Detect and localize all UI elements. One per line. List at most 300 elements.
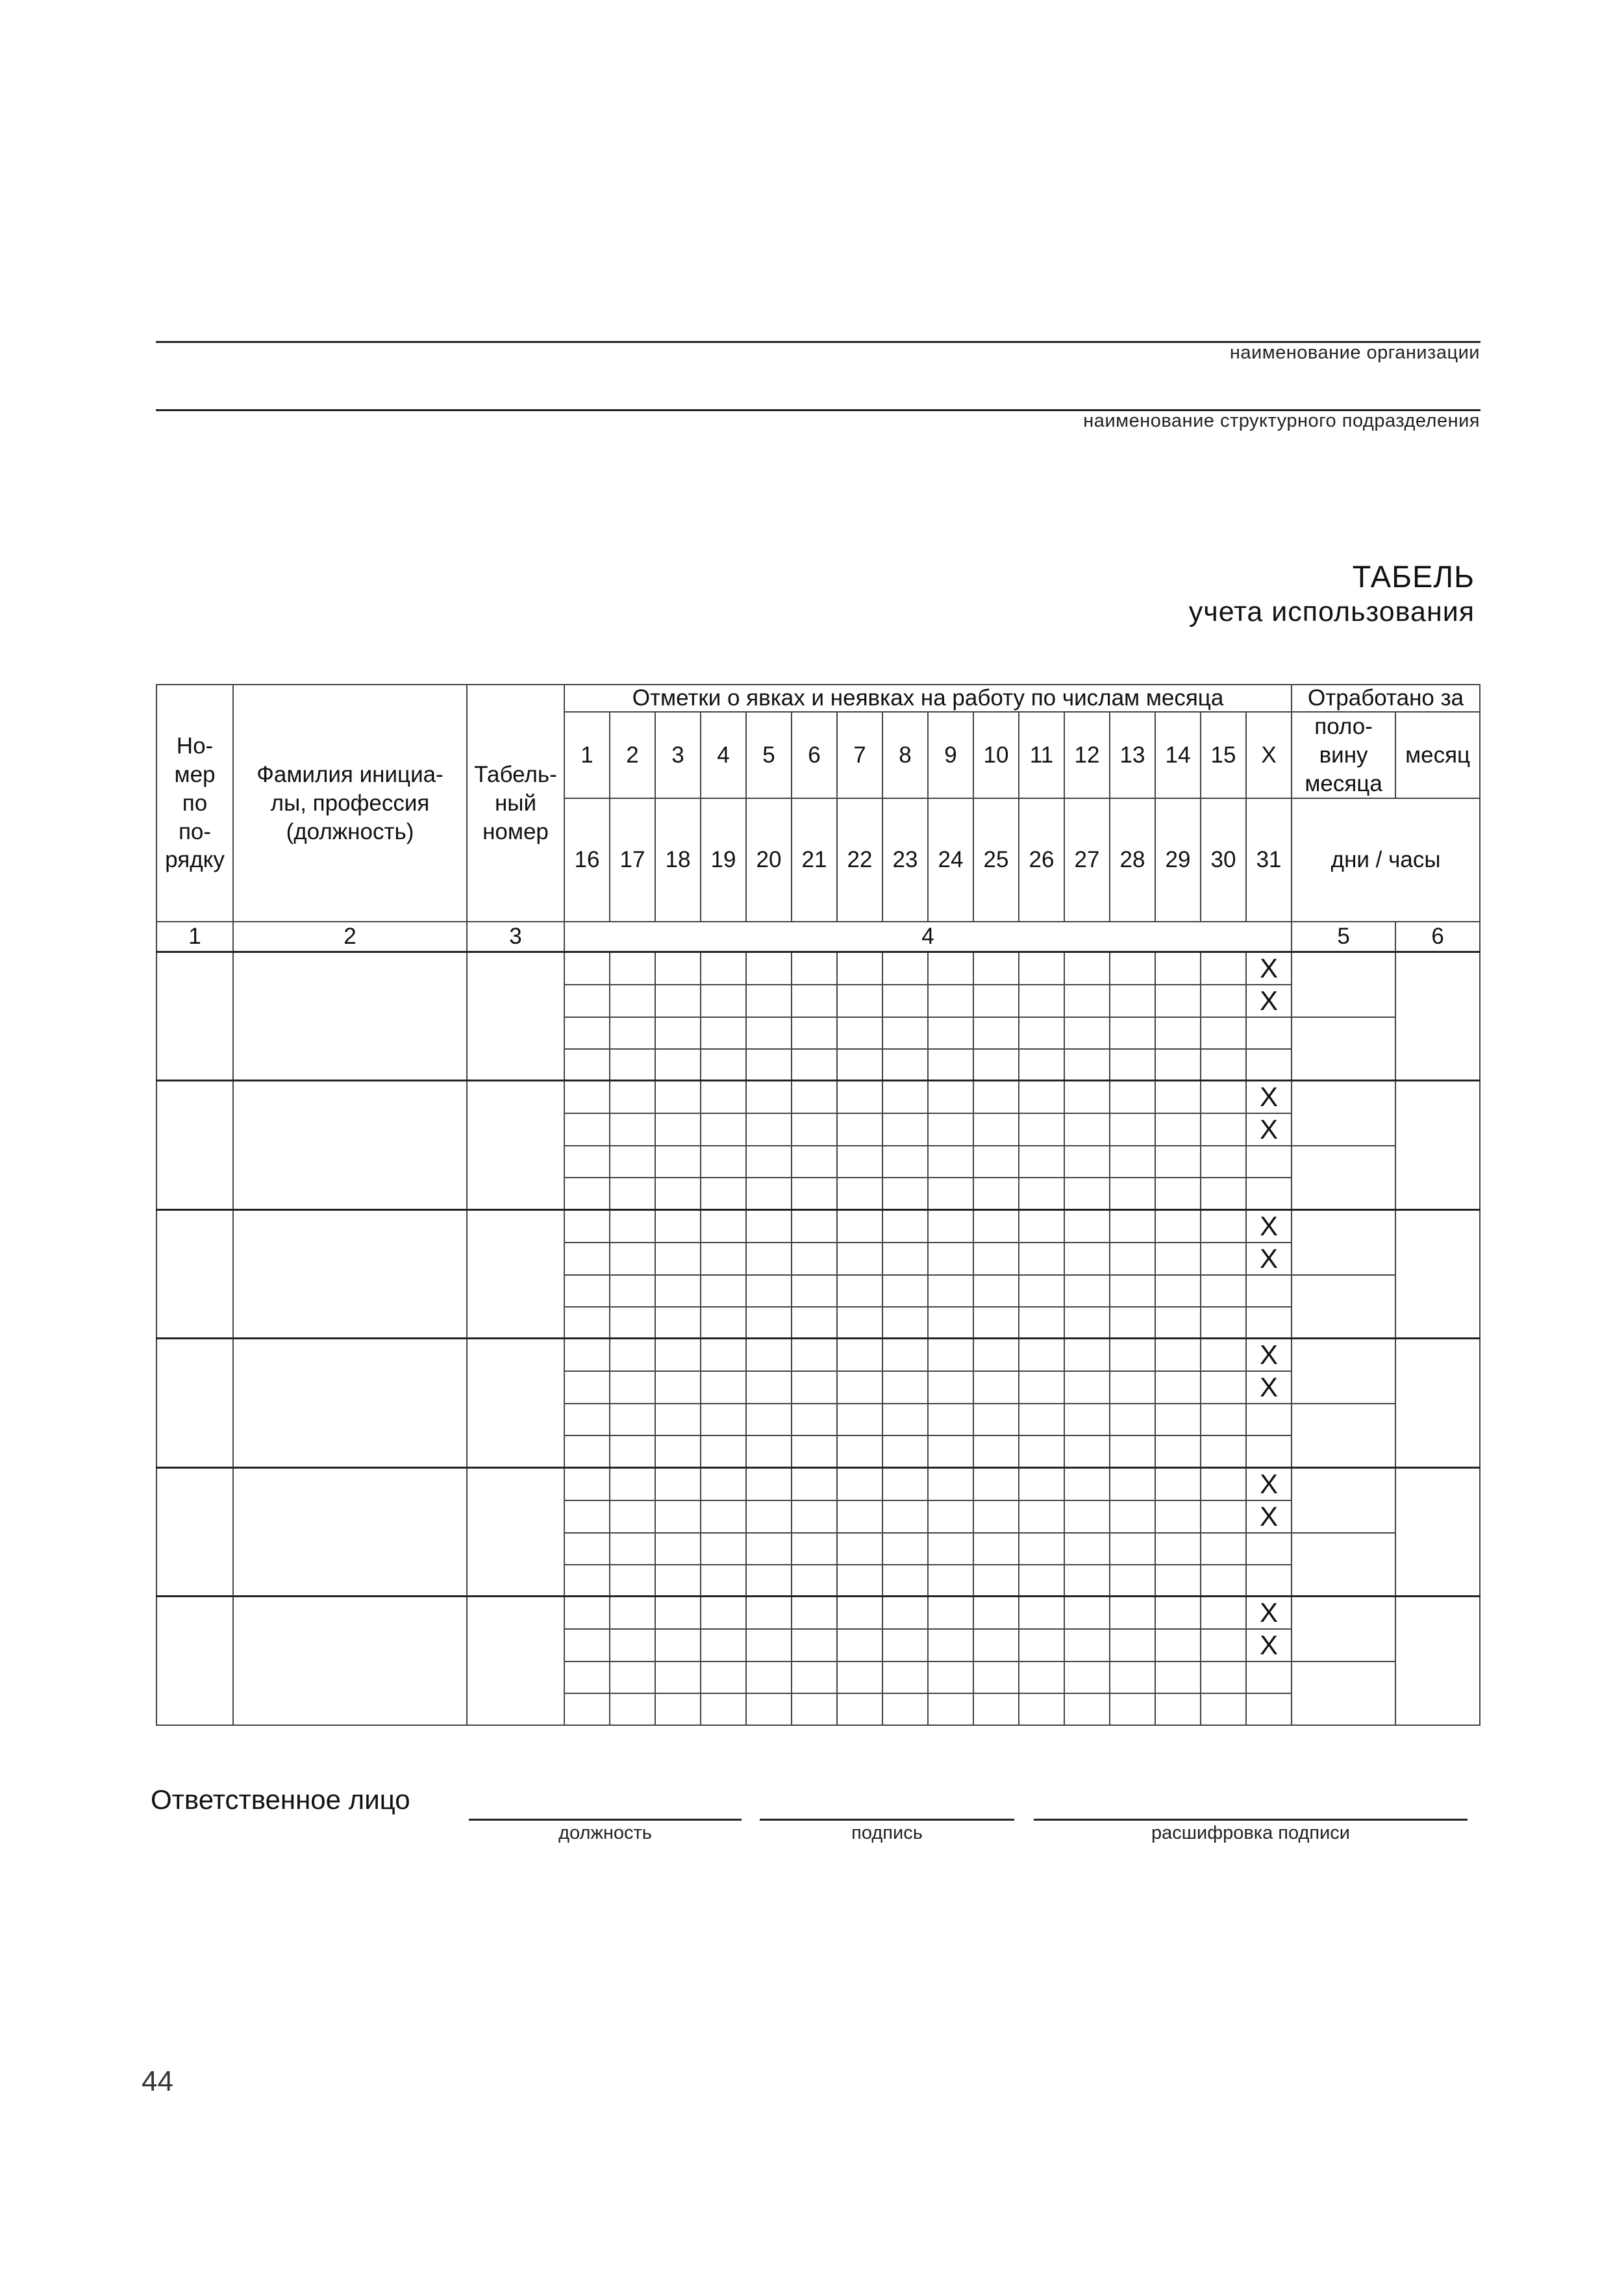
day-mark-cell[interactable]	[792, 985, 837, 1017]
day-mark-cell[interactable]	[1155, 1435, 1201, 1467]
day-mark-cell[interactable]	[1110, 1371, 1155, 1404]
day-mark-cell[interactable]	[701, 1629, 746, 1662]
day-mark-cell[interactable]	[701, 1565, 746, 1597]
day-mark-cell[interactable]	[882, 1597, 928, 1630]
half-month-total-cell[interactable]	[1292, 1404, 1395, 1467]
day-mark-cell[interactable]	[746, 952, 792, 985]
day-mark-cell[interactable]	[792, 1565, 837, 1597]
day-mark-cell[interactable]	[1019, 1565, 1064, 1597]
day-mark-cell[interactable]	[610, 1565, 655, 1597]
day-mark-cell[interactable]	[1201, 1146, 1246, 1178]
day-mark-cell[interactable]	[701, 1146, 746, 1178]
day-mark-cell[interactable]	[655, 1081, 701, 1114]
day-mark-cell[interactable]	[882, 1209, 928, 1243]
signature-line[interactable]	[760, 1819, 1014, 1821]
day-mark-cell[interactable]	[837, 1629, 882, 1662]
day-mark-cell[interactable]	[837, 1339, 882, 1372]
day-mark-cell[interactable]	[655, 1435, 701, 1467]
day-mark-cell[interactable]	[1110, 1275, 1155, 1307]
day-mark-cell[interactable]	[973, 1597, 1019, 1630]
day-mark-cell[interactable]	[882, 1081, 928, 1114]
day-mark-cell[interactable]	[746, 1017, 792, 1049]
day-mark-cell[interactable]	[701, 1113, 746, 1146]
tab-number-cell[interactable]	[467, 1209, 564, 1339]
day-mark-cell[interactable]	[564, 1467, 610, 1500]
half-month-total-cell[interactable]	[1292, 1467, 1395, 1533]
day-mark-cell[interactable]	[610, 1146, 655, 1178]
day-mark-cell[interactable]	[792, 1307, 837, 1339]
day-mark-cell[interactable]	[701, 1467, 746, 1500]
employee-name-cell[interactable]	[233, 1339, 467, 1468]
day-mark-cell[interactable]	[1064, 1209, 1110, 1243]
tab-number-cell[interactable]	[467, 952, 564, 1081]
day-mark-cell[interactable]	[837, 1435, 882, 1467]
day-mark-cell[interactable]	[973, 1371, 1019, 1404]
day-mark-cell[interactable]	[1110, 1081, 1155, 1114]
day-mark-cell[interactable]	[610, 1467, 655, 1500]
day-mark-cell[interactable]	[1019, 1081, 1064, 1114]
day-mark-cell[interactable]	[746, 1565, 792, 1597]
day-mark-cell[interactable]	[928, 1081, 973, 1114]
day-mark-cell[interactable]	[655, 1017, 701, 1049]
day-mark-cell[interactable]	[610, 1209, 655, 1243]
row-number-cell[interactable]	[156, 1467, 233, 1597]
day-mark-cell[interactable]	[564, 1533, 610, 1565]
day-mark-cell[interactable]	[837, 1307, 882, 1339]
day-mark-cell[interactable]	[1064, 1049, 1110, 1081]
day-mark-cell[interactable]	[610, 1662, 655, 1693]
month-total-cell[interactable]	[1395, 1339, 1480, 1468]
day-mark-cell[interactable]	[610, 1693, 655, 1725]
day-mark-cell[interactable]	[1064, 1081, 1110, 1114]
day-mark-cell[interactable]	[837, 985, 882, 1017]
day-mark-cell[interactable]	[1155, 952, 1201, 985]
day-mark-cell[interactable]	[1110, 1404, 1155, 1435]
day-mark-cell[interactable]	[1019, 1113, 1064, 1146]
day-mark-cell[interactable]	[564, 1435, 610, 1467]
day-mark-cell[interactable]	[655, 1209, 701, 1243]
employee-name-cell[interactable]	[233, 1467, 467, 1597]
half-month-total-cell[interactable]	[1292, 1146, 1395, 1209]
day-mark-cell[interactable]	[882, 1371, 928, 1404]
day-mark-cell[interactable]	[837, 1467, 882, 1500]
day-mark-cell[interactable]	[928, 1113, 973, 1146]
day-mark-cell[interactable]	[928, 1049, 973, 1081]
day-mark-cell[interactable]	[1155, 1404, 1201, 1435]
day-mark-cell[interactable]	[1201, 1467, 1246, 1500]
day-mark-cell[interactable]	[973, 1209, 1019, 1243]
day-mark-cell[interactable]	[882, 1339, 928, 1372]
day-mark-cell[interactable]	[1155, 1049, 1201, 1081]
day-mark-cell[interactable]	[655, 1597, 701, 1630]
day-mark-cell[interactable]	[655, 1662, 701, 1693]
day-mark-cell[interactable]	[1155, 1629, 1201, 1662]
day-mark-cell[interactable]	[655, 1533, 701, 1565]
day-mark-cell[interactable]	[1110, 952, 1155, 985]
day-mark-cell[interactable]	[792, 1371, 837, 1404]
day-mark-cell[interactable]	[1019, 1435, 1064, 1467]
day-mark-cell[interactable]	[746, 1629, 792, 1662]
day-mark-cell[interactable]	[928, 1209, 973, 1243]
row-number-cell[interactable]	[156, 1081, 233, 1210]
day-mark-cell[interactable]	[1064, 1275, 1110, 1307]
day-mark-cell[interactable]	[610, 1243, 655, 1275]
day-mark-cell[interactable]	[1110, 1113, 1155, 1146]
day-mark-cell[interactable]	[882, 1178, 928, 1209]
day-mark-cell[interactable]	[1019, 1693, 1064, 1725]
day-mark-cell[interactable]	[973, 1243, 1019, 1275]
day-mark-cell[interactable]	[1155, 1467, 1201, 1500]
day-mark-cell[interactable]	[792, 1533, 837, 1565]
day-mark-cell[interactable]	[928, 1435, 973, 1467]
day-mark-cell[interactable]	[1110, 1662, 1155, 1693]
day-mark-cell[interactable]	[837, 1565, 882, 1597]
day-mark-cell[interactable]	[746, 985, 792, 1017]
day-mark-cell[interactable]	[1155, 1243, 1201, 1275]
day-mark-cell[interactable]	[1064, 1597, 1110, 1630]
day-mark-cell[interactable]	[792, 1629, 837, 1662]
half-month-total-cell[interactable]	[1292, 1533, 1395, 1597]
row-number-cell[interactable]	[156, 1597, 233, 1726]
day-mark-cell[interactable]	[973, 1307, 1019, 1339]
tab-number-cell[interactable]	[467, 1597, 564, 1726]
day-mark-cell[interactable]	[564, 1404, 610, 1435]
day-mark-cell[interactable]	[792, 952, 837, 985]
day-mark-cell[interactable]	[1019, 985, 1064, 1017]
day-mark-cell[interactable]	[655, 1113, 701, 1146]
day-mark-cell[interactable]	[928, 1629, 973, 1662]
day-mark-cell[interactable]	[1155, 1017, 1201, 1049]
day-mark-cell[interactable]	[1201, 1435, 1246, 1467]
month-total-cell[interactable]	[1395, 1209, 1480, 1339]
day-mark-cell[interactable]	[746, 1597, 792, 1630]
day-mark-cell[interactable]	[792, 1209, 837, 1243]
day-mark-cell[interactable]	[837, 1017, 882, 1049]
day-mark-cell[interactable]	[701, 1662, 746, 1693]
day-mark-cell[interactable]	[746, 1404, 792, 1435]
day-mark-cell[interactable]	[1110, 1243, 1155, 1275]
day-mark-cell[interactable]	[1019, 1275, 1064, 1307]
day-mark-cell[interactable]	[1110, 1565, 1155, 1597]
day-mark-cell[interactable]	[1019, 1629, 1064, 1662]
day-mark-cell[interactable]	[837, 1693, 882, 1725]
day-mark-cell[interactable]	[746, 1500, 792, 1533]
day-mark-cell[interactable]	[1155, 1597, 1201, 1630]
day-mark-cell[interactable]	[1064, 1404, 1110, 1435]
day-mark-cell[interactable]	[655, 1693, 701, 1725]
day-mark-cell[interactable]	[564, 1307, 610, 1339]
day-mark-cell[interactable]	[564, 1178, 610, 1209]
day-mark-cell[interactable]	[1201, 1565, 1246, 1597]
day-mark-cell[interactable]	[882, 1500, 928, 1533]
day-mark-cell[interactable]	[1019, 1371, 1064, 1404]
day-mark-cell[interactable]	[1019, 1243, 1064, 1275]
day-mark-cell[interactable]	[1064, 985, 1110, 1017]
half-month-total-cell[interactable]	[1292, 1017, 1395, 1081]
day-mark-cell[interactable]	[564, 1275, 610, 1307]
day-mark-cell[interactable]	[1064, 1500, 1110, 1533]
half-month-total-cell[interactable]	[1292, 1275, 1395, 1339]
day-mark-cell[interactable]	[564, 985, 610, 1017]
day-mark-cell[interactable]	[1064, 1146, 1110, 1178]
day-mark-cell[interactable]	[792, 1049, 837, 1081]
day-mark-cell[interactable]	[701, 985, 746, 1017]
day-mark-cell[interactable]	[792, 1081, 837, 1114]
day-mark-cell[interactable]	[973, 1533, 1019, 1565]
day-mark-cell[interactable]	[882, 1565, 928, 1597]
day-mark-cell[interactable]	[610, 1081, 655, 1114]
day-mark-cell[interactable]	[973, 1565, 1019, 1597]
day-mark-cell[interactable]	[1110, 1178, 1155, 1209]
half-month-total-cell[interactable]	[1292, 1662, 1395, 1725]
day-mark-cell[interactable]	[1155, 1113, 1201, 1146]
day-mark-cell[interactable]	[1246, 1049, 1292, 1081]
day-mark-cell[interactable]	[655, 1146, 701, 1178]
day-mark-cell[interactable]	[610, 952, 655, 985]
day-mark-cell[interactable]	[837, 1146, 882, 1178]
day-mark-cell[interactable]	[928, 1371, 973, 1404]
day-mark-cell[interactable]	[701, 1081, 746, 1114]
day-mark-cell[interactable]	[1019, 1049, 1064, 1081]
day-mark-cell[interactable]	[792, 1017, 837, 1049]
day-mark-cell[interactable]	[837, 1243, 882, 1275]
day-mark-cell[interactable]	[1246, 1307, 1292, 1339]
row-number-cell[interactable]	[156, 1339, 233, 1468]
month-total-cell[interactable]	[1395, 1081, 1480, 1210]
day-mark-cell[interactable]	[792, 1339, 837, 1372]
day-mark-cell[interactable]	[610, 1404, 655, 1435]
day-mark-cell[interactable]	[882, 1467, 928, 1500]
day-mark-cell[interactable]	[1064, 1693, 1110, 1725]
half-month-total-cell[interactable]	[1292, 1209, 1395, 1275]
day-mark-cell[interactable]	[1019, 1662, 1064, 1693]
day-mark-cell[interactable]	[973, 1049, 1019, 1081]
employee-name-cell[interactable]	[233, 952, 467, 1081]
day-mark-cell[interactable]	[837, 1209, 882, 1243]
day-mark-cell[interactable]	[1064, 1662, 1110, 1693]
day-mark-cell[interactable]	[655, 1500, 701, 1533]
day-mark-cell[interactable]	[1201, 1500, 1246, 1533]
day-mark-cell[interactable]	[837, 1597, 882, 1630]
day-mark-cell[interactable]	[1064, 1307, 1110, 1339]
day-mark-cell[interactable]	[1019, 1500, 1064, 1533]
day-mark-cell[interactable]	[928, 1275, 973, 1307]
day-mark-cell[interactable]	[655, 1629, 701, 1662]
day-mark-cell[interactable]	[1246, 1533, 1292, 1565]
day-mark-cell[interactable]	[564, 1146, 610, 1178]
day-mark-cell[interactable]	[792, 1113, 837, 1146]
day-mark-cell[interactable]	[792, 1597, 837, 1630]
day-mark-cell[interactable]	[564, 1339, 610, 1372]
day-mark-cell[interactable]	[973, 1146, 1019, 1178]
day-mark-cell[interactable]	[973, 1017, 1019, 1049]
day-mark-cell[interactable]	[1064, 1243, 1110, 1275]
day-mark-cell[interactable]	[837, 1049, 882, 1081]
day-mark-cell[interactable]	[1201, 1662, 1246, 1693]
day-mark-cell[interactable]	[610, 1178, 655, 1209]
day-mark-cell[interactable]	[792, 1243, 837, 1275]
day-mark-cell[interactable]	[1246, 1435, 1292, 1467]
day-mark-cell[interactable]	[1110, 1597, 1155, 1630]
day-mark-cell[interactable]	[882, 1435, 928, 1467]
day-mark-cell[interactable]	[1019, 952, 1064, 985]
half-month-total-cell[interactable]	[1292, 1597, 1395, 1662]
day-mark-cell[interactable]	[1064, 1371, 1110, 1404]
day-mark-cell[interactable]	[973, 1404, 1019, 1435]
day-mark-cell[interactable]	[882, 1662, 928, 1693]
day-mark-cell[interactable]	[610, 1500, 655, 1533]
day-mark-cell[interactable]	[701, 1275, 746, 1307]
day-mark-cell[interactable]	[837, 1371, 882, 1404]
day-mark-cell[interactable]	[1019, 1533, 1064, 1565]
day-mark-cell[interactable]	[746, 1371, 792, 1404]
day-mark-cell[interactable]	[882, 985, 928, 1017]
day-mark-cell[interactable]	[1110, 1435, 1155, 1467]
day-mark-cell[interactable]	[701, 1243, 746, 1275]
day-mark-cell[interactable]	[564, 1371, 610, 1404]
day-mark-cell[interactable]	[1201, 1533, 1246, 1565]
day-mark-cell[interactable]	[564, 1017, 610, 1049]
day-mark-cell[interactable]	[837, 1081, 882, 1114]
day-mark-cell[interactable]	[746, 1146, 792, 1178]
day-mark-cell[interactable]	[837, 1500, 882, 1533]
day-mark-cell[interactable]	[928, 1693, 973, 1725]
day-mark-cell[interactable]	[1246, 1146, 1292, 1178]
day-mark-cell[interactable]	[1019, 1467, 1064, 1500]
day-mark-cell[interactable]	[746, 1081, 792, 1114]
day-mark-cell[interactable]	[1110, 1339, 1155, 1372]
day-mark-cell[interactable]	[1110, 1629, 1155, 1662]
day-mark-cell[interactable]	[973, 952, 1019, 985]
day-mark-cell[interactable]	[655, 1404, 701, 1435]
day-mark-cell[interactable]	[701, 1597, 746, 1630]
day-mark-cell[interactable]	[882, 1629, 928, 1662]
day-mark-cell[interactable]	[1201, 1178, 1246, 1209]
day-mark-cell[interactable]	[1201, 985, 1246, 1017]
day-mark-cell[interactable]	[746, 1307, 792, 1339]
day-mark-cell[interactable]	[1246, 1693, 1292, 1725]
day-mark-cell[interactable]	[1201, 1049, 1246, 1081]
day-mark-cell[interactable]	[792, 1404, 837, 1435]
day-mark-cell[interactable]	[564, 1500, 610, 1533]
day-mark-cell[interactable]	[746, 1113, 792, 1146]
day-mark-cell[interactable]	[792, 1467, 837, 1500]
day-mark-cell[interactable]	[1155, 1146, 1201, 1178]
day-mark-cell[interactable]	[1155, 1500, 1201, 1533]
day-mark-cell[interactable]	[1019, 1146, 1064, 1178]
day-mark-cell[interactable]	[1201, 1371, 1246, 1404]
day-mark-cell[interactable]	[655, 952, 701, 985]
half-month-total-cell[interactable]	[1292, 952, 1395, 1017]
day-mark-cell[interactable]	[610, 1017, 655, 1049]
day-mark-cell[interactable]	[973, 1467, 1019, 1500]
day-mark-cell[interactable]	[746, 1533, 792, 1565]
day-mark-cell[interactable]	[610, 1113, 655, 1146]
day-mark-cell[interactable]	[655, 1275, 701, 1307]
day-mark-cell[interactable]	[564, 1662, 610, 1693]
day-mark-cell[interactable]	[610, 985, 655, 1017]
day-mark-cell[interactable]	[1064, 1467, 1110, 1500]
day-mark-cell[interactable]	[610, 1049, 655, 1081]
day-mark-cell[interactable]	[1155, 1371, 1201, 1404]
half-month-total-cell[interactable]	[1292, 1339, 1395, 1404]
day-mark-cell[interactable]	[746, 1209, 792, 1243]
day-mark-cell[interactable]	[882, 1243, 928, 1275]
day-mark-cell[interactable]	[1155, 1693, 1201, 1725]
day-mark-cell[interactable]	[1246, 1275, 1292, 1307]
day-mark-cell[interactable]	[1201, 1275, 1246, 1307]
day-mark-cell[interactable]	[928, 1017, 973, 1049]
day-mark-cell[interactable]	[1110, 1049, 1155, 1081]
day-mark-cell[interactable]	[655, 1243, 701, 1275]
day-mark-cell[interactable]	[746, 1178, 792, 1209]
day-mark-cell[interactable]	[1019, 1017, 1064, 1049]
day-mark-cell[interactable]	[701, 1693, 746, 1725]
day-mark-cell[interactable]	[746, 1049, 792, 1081]
day-mark-cell[interactable]	[1155, 1339, 1201, 1372]
day-mark-cell[interactable]	[746, 1339, 792, 1372]
employee-name-cell[interactable]	[233, 1597, 467, 1726]
day-mark-cell[interactable]	[1110, 1467, 1155, 1500]
tab-number-cell[interactable]	[467, 1081, 564, 1210]
day-mark-cell[interactable]	[882, 1693, 928, 1725]
day-mark-cell[interactable]	[701, 1533, 746, 1565]
day-mark-cell[interactable]	[1201, 1113, 1246, 1146]
day-mark-cell[interactable]	[1064, 1435, 1110, 1467]
day-mark-cell[interactable]	[701, 1209, 746, 1243]
day-mark-cell[interactable]	[1246, 1662, 1292, 1693]
day-mark-cell[interactable]	[564, 1113, 610, 1146]
row-number-cell[interactable]	[156, 1209, 233, 1339]
day-mark-cell[interactable]	[701, 952, 746, 985]
day-mark-cell[interactable]	[928, 1339, 973, 1372]
day-mark-cell[interactable]	[746, 1662, 792, 1693]
day-mark-cell[interactable]	[1110, 1307, 1155, 1339]
day-mark-cell[interactable]	[610, 1597, 655, 1630]
day-mark-cell[interactable]	[1019, 1597, 1064, 1630]
day-mark-cell[interactable]	[1155, 985, 1201, 1017]
day-mark-cell[interactable]	[564, 1081, 610, 1114]
day-mark-cell[interactable]	[837, 952, 882, 985]
day-mark-cell[interactable]	[1110, 985, 1155, 1017]
day-mark-cell[interactable]	[564, 1693, 610, 1725]
day-mark-cell[interactable]	[1246, 1404, 1292, 1435]
day-mark-cell[interactable]	[973, 1629, 1019, 1662]
day-mark-cell[interactable]	[1064, 1565, 1110, 1597]
day-mark-cell[interactable]	[1201, 1209, 1246, 1243]
day-mark-cell[interactable]	[701, 1017, 746, 1049]
day-mark-cell[interactable]	[655, 1339, 701, 1372]
day-mark-cell[interactable]	[1201, 1404, 1246, 1435]
day-mark-cell[interactable]	[1201, 1339, 1246, 1372]
day-mark-cell[interactable]	[1201, 1693, 1246, 1725]
row-number-cell[interactable]	[156, 952, 233, 1081]
day-mark-cell[interactable]	[610, 1371, 655, 1404]
day-mark-cell[interactable]	[610, 1629, 655, 1662]
day-mark-cell[interactable]	[928, 1146, 973, 1178]
day-mark-cell[interactable]	[882, 1307, 928, 1339]
day-mark-cell[interactable]	[973, 1178, 1019, 1209]
day-mark-cell[interactable]	[746, 1243, 792, 1275]
day-mark-cell[interactable]	[1019, 1339, 1064, 1372]
day-mark-cell[interactable]	[655, 1371, 701, 1404]
day-mark-cell[interactable]	[973, 1435, 1019, 1467]
day-mark-cell[interactable]	[928, 1404, 973, 1435]
day-mark-cell[interactable]	[701, 1404, 746, 1435]
day-mark-cell[interactable]	[701, 1339, 746, 1372]
day-mark-cell[interactable]	[973, 1693, 1019, 1725]
day-mark-cell[interactable]	[1064, 1533, 1110, 1565]
